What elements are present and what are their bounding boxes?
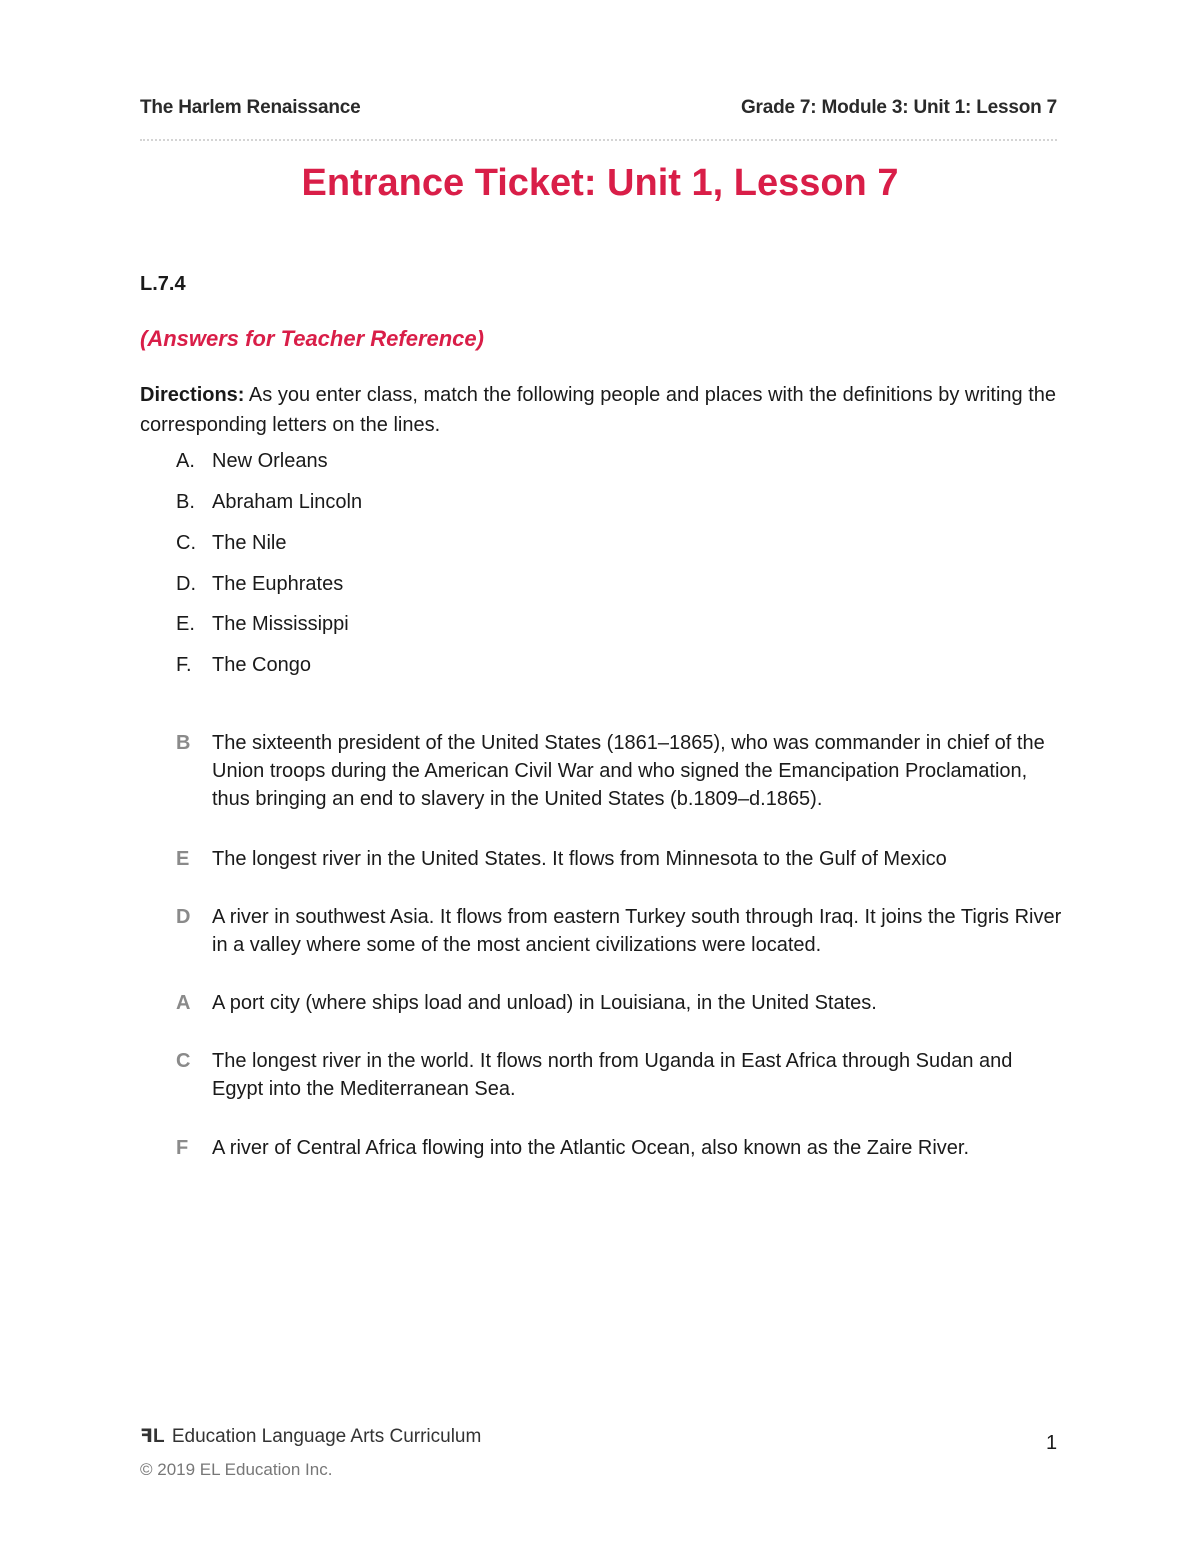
answer-letter: D bbox=[176, 906, 191, 928]
header-divider bbox=[140, 139, 1057, 141]
option-name: Abraham Lincoln bbox=[212, 491, 363, 513]
answer-letter: C bbox=[176, 1050, 191, 1072]
header-module-title: The Harlem Renaissance bbox=[140, 97, 361, 118]
definition-text: A river in southwest Asia. It flows from eastern Turkey south through Iraq. It joins the Tigris River in a valley where some of the most ancient civilizations were located. bbox=[212, 906, 1062, 956]
option-letter: F. bbox=[176, 654, 192, 676]
answer-letter: B bbox=[176, 732, 191, 754]
option-letter: B. bbox=[176, 491, 195, 513]
footer-brand bbox=[140, 1425, 481, 1448]
standard-code: L.7.4 bbox=[140, 273, 186, 295]
definition-text: The longest river in the world. It flows north from Uganda in East Africa through Sudan and Egypt into the Mediterranean Sea. bbox=[212, 1050, 1013, 1100]
el-logo: ꟻL bbox=[140, 1426, 165, 1447]
option-name: The Congo bbox=[212, 654, 311, 676]
definition-text: The sixteenth president of the United States (1861–1865), who was commander in chief of the Union troops during the American Civil War and who signed the Emancipation Proclamation, thus bringing an end to slavery in the United States (b.1809–d.1865). bbox=[212, 732, 1045, 810]
answer-letter: E bbox=[176, 848, 190, 870]
option-letter: A. bbox=[176, 450, 195, 472]
page-title: Entrance Ticket: Unit 1, Lesson 7 bbox=[301, 162, 899, 204]
option-letter: C. bbox=[176, 532, 196, 554]
page-number: 1 bbox=[1046, 1432, 1058, 1454]
option-name: New Orleans bbox=[212, 450, 328, 472]
option-name: The Mississippi bbox=[212, 613, 349, 635]
footer-brand-text: Education Language Arts Curriculum bbox=[171, 1426, 482, 1447]
footer-copyright: © 2019 EL Education Inc. bbox=[140, 1460, 333, 1479]
definition-text: The longest river in the United States. It flows from Minnesota to the Gulf of Mexico bbox=[212, 848, 947, 870]
option-name: The Euphrates bbox=[212, 573, 344, 595]
definition-text: A river of Central Africa flowing into the Atlantic Ocean, also known as the Zaire River. bbox=[212, 1137, 970, 1159]
option-name: The Nile bbox=[212, 532, 287, 554]
header-lesson-reference: Grade 7: Module 3: Unit 1: Lesson 7 bbox=[740, 97, 1057, 118]
directions bbox=[140, 380, 1060, 440]
teacher-reference-note: (Answers for Teacher Reference) bbox=[140, 326, 484, 351]
definition-text: A port city (where ships load and unload) in Louisiana, in the United States. bbox=[212, 992, 877, 1014]
directions-label: Directions: bbox=[140, 384, 245, 406]
directions-text: As you enter class, match the following people and places with the definitions by writing the corresponding letters on the lines. bbox=[140, 384, 1057, 436]
answer-letter: A bbox=[176, 992, 191, 1014]
option-letter: E. bbox=[176, 613, 195, 635]
option-letter: D. bbox=[176, 573, 196, 595]
answer-letter: F bbox=[176, 1137, 189, 1159]
